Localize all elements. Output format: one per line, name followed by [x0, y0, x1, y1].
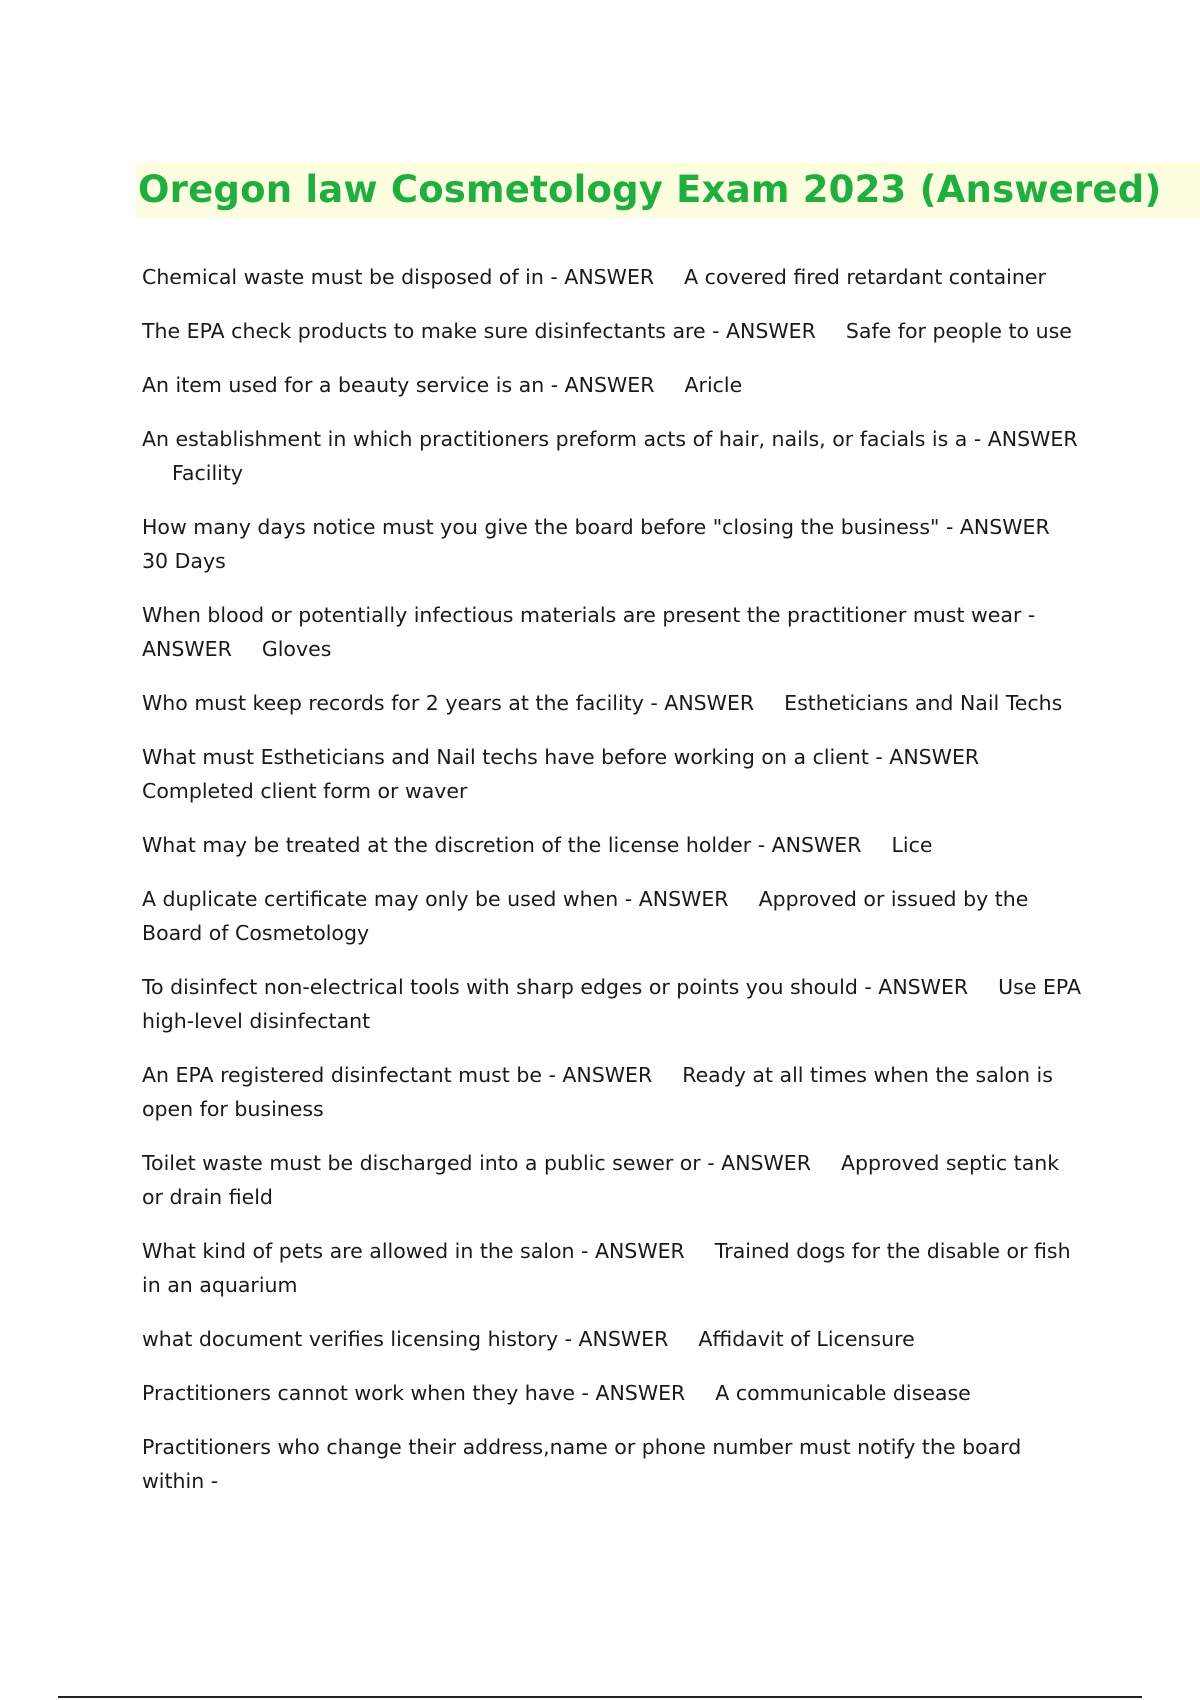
question-text: Chemical waste must be disposed of in - ANSWER [142, 265, 655, 289]
question-text: Toilet waste must be discharged into a public sewer or - ANSWER [142, 1151, 812, 1175]
qa-item [142, 1322, 1082, 1356]
question-text: What may be treated at the discretion of the license holder - ANSWER [142, 833, 862, 857]
answer-text: Use EPA high-level disinfectant [142, 975, 1081, 1033]
answer-text: Approved or issued by the Board of Cosmetology [142, 887, 1029, 945]
question-text: To disinfect non-electrical tools with sharp edges or points you should - ANSWER [142, 975, 969, 999]
qa-list [142, 260, 1082, 1518]
answer-text: Safe for people to use [845, 319, 1072, 343]
answer-text: Affidavit of Licensure [698, 1327, 915, 1351]
answer-text: Gloves [261, 637, 332, 661]
qa-item [142, 740, 1082, 808]
answer-text: Lice [891, 833, 933, 857]
document-title: Oregon law Cosmetology Exam 2023 (Answered) [138, 168, 1162, 211]
qa-item [142, 368, 1082, 402]
answer-text: Aricle [684, 373, 743, 397]
qa-item [142, 1058, 1082, 1126]
qa-item [142, 1234, 1082, 1302]
qa-item [142, 422, 1082, 490]
qa-item [142, 1430, 1082, 1498]
qa-item [142, 882, 1082, 950]
qa-item [142, 686, 1082, 720]
question-text: Who must keep records for 2 years at the facility - ANSWER [142, 691, 755, 715]
question-text: The EPA check products to make sure disinfectants are - ANSWER [142, 319, 816, 343]
question-text: An item used for a beauty service is an - ANSWER [142, 373, 655, 397]
answer-text: Facility [172, 461, 243, 485]
qa-item [142, 828, 1082, 862]
answer-text: Estheticians and Nail Techs [784, 691, 1063, 715]
answer-text: A covered fired retardant container [684, 265, 1046, 289]
qa-item [142, 1376, 1082, 1410]
question-text: An EPA registered disinfectant must be - ANSWER [142, 1063, 653, 1087]
qa-item [142, 260, 1082, 294]
answer-text: A communicable disease [715, 1381, 971, 1405]
question-text: A duplicate certificate may only be used when - ANSWER [142, 887, 729, 911]
answer-text: 30 Days [142, 549, 226, 573]
question-text: When blood or potentially infectious materials are present the practitioner must wear - ANSWER [142, 603, 1036, 661]
question-text: What kind of pets are allowed in the salon - ANSWER [142, 1239, 685, 1263]
qa-item [142, 1146, 1082, 1214]
answer-text: Trained dogs for the disable or fish in an aquarium [142, 1239, 1071, 1297]
question-text: what document verifies licensing history - ANSWER [142, 1327, 669, 1351]
title-highlight [136, 162, 1200, 218]
qa-item [142, 970, 1082, 1038]
answer-text: Approved septic tank or drain field [142, 1151, 1060, 1209]
question-text: What must Estheticians and Nail techs have before working on a client - ANSWER [142, 745, 980, 769]
footer-divider [58, 1696, 1142, 1698]
answer-text: Ready at all times when the salon is open for business [142, 1063, 1053, 1121]
answer-text: Completed client form or waver [142, 779, 468, 803]
question-text: How many days notice must you give the board before "closing the business" - ANSWER [142, 515, 1050, 539]
qa-item [142, 598, 1082, 666]
qa-item [142, 314, 1082, 348]
question-text: Practitioners who change their address,name or phone number must notify the board within - [142, 1435, 1022, 1493]
question-text: An establishment in which practitioners preform acts of hair, nails, or facials is a - ANSWER [142, 427, 1078, 451]
question-text: Practitioners cannot work when they have - ANSWER [142, 1381, 686, 1405]
qa-item [142, 510, 1082, 578]
